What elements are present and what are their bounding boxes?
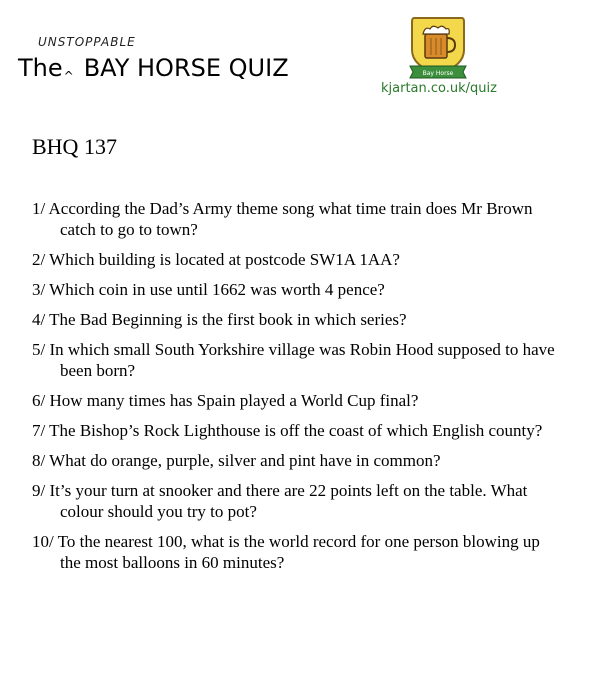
- header-unstoppable: UNSTOPPABLE: [38, 35, 136, 49]
- question-item: 6/ How many times has Spain played a World Cup final?: [32, 391, 419, 410]
- quiz-id-heading: BHQ 137: [32, 134, 117, 159]
- logo-banner-text: Bay Horse: [422, 70, 454, 77]
- question-item: 1/ According the Dad’s Army theme song what time train does Mr Brown catch to go to town?: [32, 199, 533, 239]
- question-item: 10/ To the nearest 100, what is the world record for one person blowing up the most balloons in 60 minutes?: [32, 532, 540, 572]
- title-main: BAY HORSE QUIZ: [83, 54, 289, 82]
- insert-caret: ^: [63, 69, 74, 83]
- question-list: [32, 198, 562, 582]
- question-item: 8/ What do orange, purple, silver and pint have in common?: [32, 451, 441, 470]
- question-item: 4/ The Bad Beginning is the first book in which series?: [32, 310, 407, 329]
- question-item: 2/ Which building is located at postcode SW1A 1AA?: [32, 250, 400, 269]
- site-url-link[interactable]: kjartan.co.uk/quiz: [381, 81, 497, 96]
- quiz-brand-title: [18, 54, 289, 83]
- beer-mug-shield-icon: [408, 14, 468, 84]
- title-the: The: [18, 54, 63, 82]
- question-item: 9/ It’s your turn at snooker and there are 22 points left on the table. What colour should you try to pot?: [32, 481, 528, 521]
- question-item: 7/ The Bishop’s Rock Lighthouse is off the coast of which English county?: [32, 421, 543, 440]
- question-item: 5/ In which small South Yorkshire village was Robin Hood supposed to have been born?: [32, 340, 555, 380]
- question-item: 3/ Which coin in use until 1662 was worth 4 pence?: [32, 280, 385, 299]
